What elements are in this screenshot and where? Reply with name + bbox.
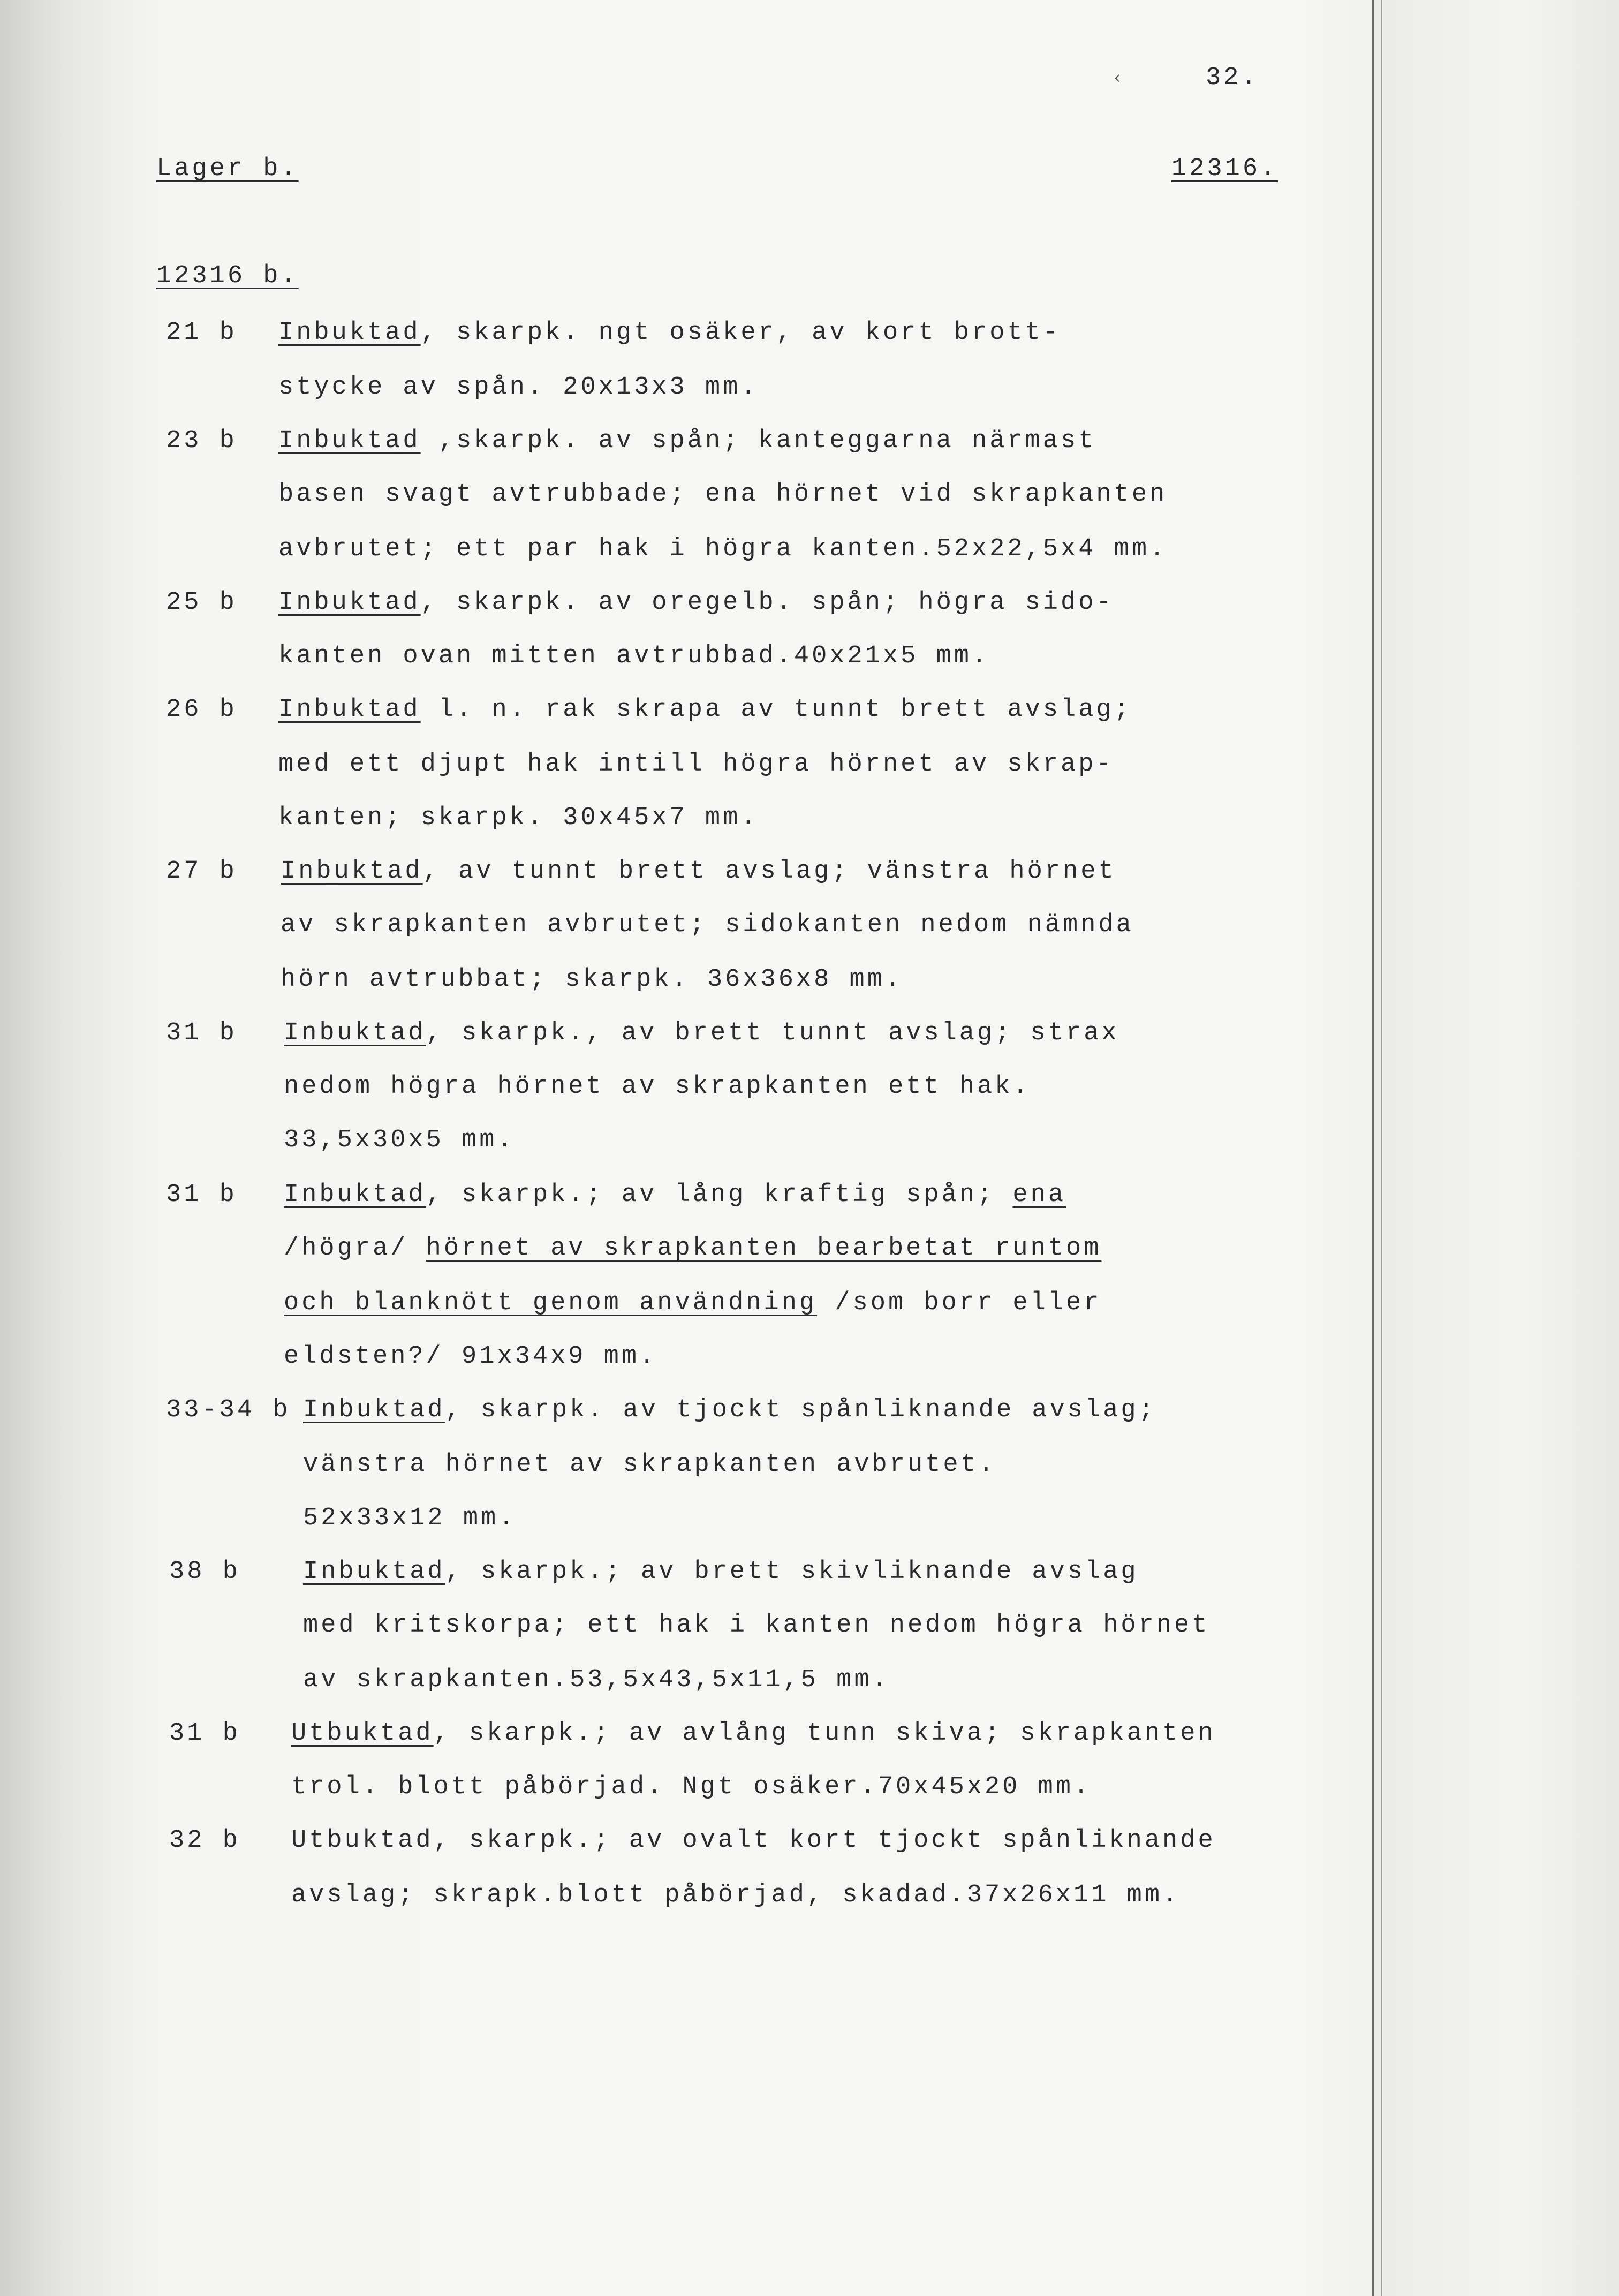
entry-line: 33,5x30x5 mm. (284, 1126, 515, 1154)
entry-line: Inbuktad, skarpk.; av lång kraftig spån; ena (284, 1181, 1066, 1209)
entry-title: Utbuktad (291, 1826, 434, 1855)
entry-line: avbrutet; ett par hak i högra kanten.52x22,5x4 mm. (278, 535, 1168, 563)
entry-line: kanten ovan mitten avtrubbad.40x21x5 mm. (278, 642, 990, 670)
entry-line: Inbuktad, skarpk. av oregelb. spån; högra sido- (278, 588, 1114, 617)
entry-title: Inbuktad (278, 319, 421, 347)
entry-line: /högra/ hörnet av skrapkanten bearbetat runtom (284, 1234, 1102, 1263)
header-right: 12316. (1171, 155, 1278, 183)
entry-line: med ett djupt hak intill högra hörnet av skrap- (278, 750, 1114, 779)
entry-number: 31 b (169, 1719, 240, 1748)
entry-line: Inbuktad l. n. rak skrapa av tunnt brett avslag; (278, 696, 1132, 724)
entry-title: Inbuktad (278, 588, 421, 617)
entry-number: 25 b (166, 588, 237, 617)
entry-number: 23 b (166, 427, 237, 455)
entry-title: Inbuktad (303, 1396, 445, 1424)
entry-title: Inbuktad (278, 696, 421, 724)
entry-line: av skrapkanten avbrutet; sidokanten nedom nämnda (281, 911, 1134, 939)
page-edge-line-inner (1381, 0, 1382, 2296)
entry-line: Inbuktad, skarpk.; av brett skivliknande avslag (303, 1558, 1139, 1586)
entry-line: hörn avtrubbat; skarpk. 36x36x8 mm. (281, 965, 903, 994)
entry-number: 26 b (166, 696, 237, 724)
entry-line: Inbuktad, skarpk. ngt osäker, av kort brott- (278, 319, 1061, 347)
entry-title: Inbuktad (284, 1019, 426, 1047)
entry-line: stycke av spån. 20x13x3 mm. (278, 373, 759, 402)
entry-line: Inbuktad, skarpk. av tjockt spånliknande avslag; (303, 1396, 1156, 1424)
entry-line: basen svagt avtrubbade; ena hörnet vid skrapkanten (278, 480, 1168, 509)
entry-line: Inbuktad ,skarpk. av spån; kanteggarna närmast (278, 427, 1096, 455)
entry-line: kanten; skarpk. 30x45x7 mm. (278, 804, 759, 832)
section-heading: 12316 b. (156, 262, 299, 290)
entry-line: och blanknött genom användning /som borr eller (284, 1289, 1102, 1317)
page-mark: ‹ (1114, 67, 1124, 89)
entry-line: av skrapkanten.53,5x43,5x11,5 mm. (303, 1666, 890, 1694)
entry-title: Utbuktad (291, 1719, 434, 1748)
header-left: Lager b. (156, 155, 299, 183)
page-edge-line (1372, 0, 1374, 2296)
entry-number: 38 b (169, 1558, 240, 1586)
entry-title: Inbuktad (284, 1181, 426, 1209)
entry-number: 31 b (166, 1019, 237, 1047)
entry-line: eldsten?/ 91x34x9 mm. (284, 1342, 657, 1371)
entry-line: avslag; skrapk.blott påbörjad, skadad.37x26x11 mm. (291, 1881, 1181, 1909)
entry-line: vänstra hörnet av skrapkanten avbrutet. (303, 1451, 996, 1479)
entry-line: Inbuktad, skarpk., av brett tunnt avslag; strax (284, 1019, 1119, 1047)
entry-number: 33-34 b (166, 1396, 291, 1424)
entry-line: nedom högra hörnet av skrapkanten ett hak. (284, 1073, 1031, 1101)
entry-number: 32 b (169, 1826, 240, 1855)
entry-title: Inbuktad (278, 427, 421, 455)
entry-line: Inbuktad, av tunnt brett avslag; vänstra hörnet (281, 857, 1116, 886)
entry-line: med kritskorpa; ett hak i kanten nedom högra hörnet (303, 1611, 1210, 1640)
page-number: 32. (1206, 64, 1259, 92)
entry-number: 27 b (166, 857, 237, 886)
entry-line: trol. blott påbörjad. Ngt osäker.70x45x20 mm. (291, 1773, 1092, 1801)
entry-title: Inbuktad (281, 857, 423, 886)
entry-line: Utbuktad, skarpk.; av avlång tunn skiva; skrapkanten (291, 1719, 1216, 1748)
entry-line: 52x33x12 mm. (303, 1504, 517, 1532)
entry-number: 21 b (166, 319, 237, 347)
entry-title: Inbuktad (303, 1558, 445, 1586)
entry-line: Utbuktad, skarpk.; av ovalt kort tjockt spånliknande (291, 1826, 1216, 1855)
entry-number: 31 b (166, 1181, 237, 1209)
adjacent-page-edge (1372, 0, 1619, 2296)
